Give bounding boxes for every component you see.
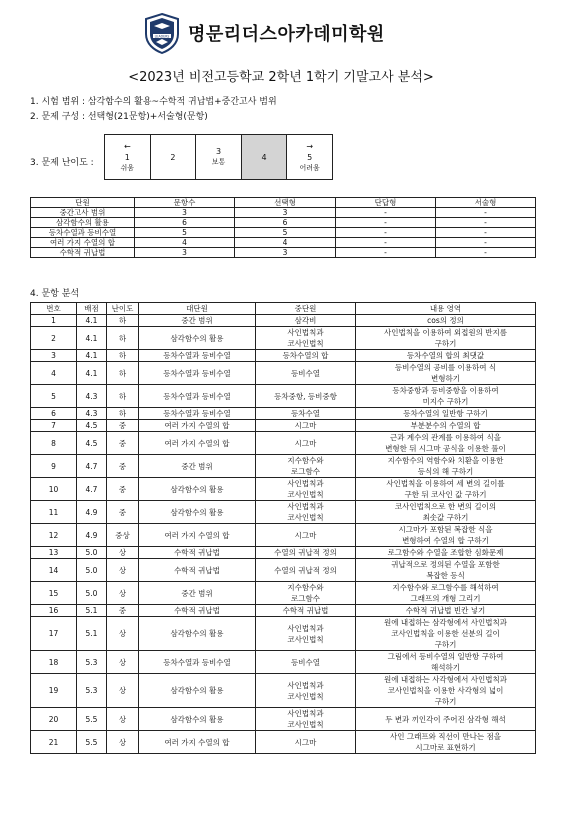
difficulty-level-2 <box>150 135 196 180</box>
summary-cell: 5 <box>135 228 235 238</box>
detail-cell-score: 5.3 <box>77 674 107 708</box>
summary-cell: 4 <box>235 238 336 248</box>
detail-cell-no: 8 <box>31 432 77 455</box>
page-title: <2023년 비전고등학교 2학년 1학기 기말고사 분석> <box>128 70 434 85</box>
summary-cell: - <box>336 218 436 228</box>
detail-cell-no: 4 <box>31 362 77 385</box>
detail-cell-no: 5 <box>31 385 77 408</box>
table-row <box>31 501 536 524</box>
detail-cell-score: 5.1 <box>77 605 107 617</box>
detail-cell-score: 5.0 <box>77 559 107 582</box>
detail-header-cell: 번호 <box>31 303 77 315</box>
detail-cell-score: 4.7 <box>77 455 107 478</box>
detail-cell-middle: 사인법칙과 코사인법칙 <box>256 674 356 708</box>
detail-header-cell: 중단원 <box>256 303 356 315</box>
detail-cell-no: 19 <box>31 674 77 708</box>
detail-cell-major: 중간 범위 <box>139 582 256 605</box>
detail-cell-content: 시그마가 포함된 복잡한 식을 변형하여 수열의 합 구하기 <box>356 524 536 547</box>
detail-cell-level: 상 <box>107 651 139 674</box>
detail-cell-score: 5.0 <box>77 547 107 559</box>
summary-header-cell: 선택형 <box>235 198 336 208</box>
detail-cell-level: 중 <box>107 605 139 617</box>
detail-cell-no: 6 <box>31 408 77 420</box>
table-row <box>31 582 536 605</box>
detail-cell-score: 5.0 <box>77 582 107 605</box>
detail-cell-content: 두 변과 끼인각이 주어진 삼각형 해석 <box>356 708 536 731</box>
summary-cell: - <box>436 218 536 228</box>
detail-cell-middle: 시그마 <box>256 432 356 455</box>
detail-cell-major: 삼각함수의 활용 <box>139 708 256 731</box>
summary-cell: - <box>336 238 436 248</box>
detail-cell-level: 중상 <box>107 524 139 547</box>
detail-cell-content: 원에 내접하는 삼각형에서 사인법칙과 코사인법칙을 이용한 선분의 길이 구하기 <box>356 617 536 651</box>
table-row <box>31 408 536 420</box>
detail-cell-content: 로그함수와 수열을 조합한 심화문제 <box>356 547 536 559</box>
detail-cell-score: 4.1 <box>77 315 107 327</box>
table-row <box>31 617 536 651</box>
table-row <box>31 674 536 708</box>
table-row <box>31 218 536 228</box>
detail-cell-score: 5.1 <box>77 617 107 651</box>
detail-cell-no: 21 <box>31 731 77 754</box>
detail-cell-content: 근과 계수의 관계를 이용하여 식을 변형한 뒤 시그마 공식을 이용한 풀이 <box>356 432 536 455</box>
detail-cell-level: 하 <box>107 327 139 350</box>
detail-cell-middle: 등차수열의 합 <box>256 350 356 362</box>
detail-cell-content: 수학적 귀납법 빈칸 넣기 <box>356 605 536 617</box>
detail-cell-score: 5.3 <box>77 651 107 674</box>
question-analysis-table <box>30 302 536 754</box>
detail-cell-content: 등비수열의 공비를 이용하여 식 변형하기 <box>356 362 536 385</box>
detail-cell-score: 4.5 <box>77 432 107 455</box>
detail-cell-content: 등차중항과 등비중항을 이용하여 미지수 구하기 <box>356 385 536 408</box>
detail-cell-level: 하 <box>107 350 139 362</box>
detail-cell-level: 상 <box>107 559 139 582</box>
detail-cell-level: 중 <box>107 478 139 501</box>
detail-cell-level: 중 <box>107 432 139 455</box>
detail-cell-major: 삼각함수의 활용 <box>139 674 256 708</box>
detail-cell-level: 상 <box>107 674 139 708</box>
detail-cell-middle: 사인법칙과 코사인법칙 <box>256 327 356 350</box>
detail-cell-major: 등차수열과 등비수열 <box>139 385 256 408</box>
detail-cell-level: 중 <box>107 420 139 432</box>
difficulty-level-1 <box>105 135 151 180</box>
detail-cell-content: cos의 정의 <box>356 315 536 327</box>
detail-cell-middle: 시그마 <box>256 731 356 754</box>
summary-header-cell: 단답형 <box>336 198 436 208</box>
unit-summary-table <box>30 197 536 258</box>
detail-cell-middle: 시그마 <box>256 420 356 432</box>
exam-scope: 1. 시험 범위 : 삼각함수의 활용~수학적 귀납법+중간고사 범위 <box>30 97 277 107</box>
header <box>0 8 562 56</box>
detail-cell-major: 등차수열과 등비수열 <box>139 651 256 674</box>
detail-cell-major: 삼각함수의 활용 <box>139 617 256 651</box>
detail-cell-major: 중간 범위 <box>139 315 256 327</box>
detail-cell-score: 4.3 <box>77 385 107 408</box>
summary-cell: - <box>436 228 536 238</box>
difficulty-number: 1 <box>124 152 130 162</box>
summary-header-cell: 단원 <box>31 198 135 208</box>
detail-cell-level: 상 <box>107 547 139 559</box>
detail-cell-major: 삼각함수의 활용 <box>139 501 256 524</box>
detail-cell-content: 등차수열의 합의 최댓값 <box>356 350 536 362</box>
detail-cell-level: 하 <box>107 315 139 327</box>
detail-cell-no: 13 <box>31 547 77 559</box>
detail-cell-middle: 지수함수와 로그함수 <box>256 455 356 478</box>
table-row <box>31 559 536 582</box>
table-row <box>31 420 536 432</box>
summary-cell: 여러 가지 수열의 합 <box>31 238 135 248</box>
difficulty-level-4 <box>241 135 287 180</box>
question-composition: 2. 문제 구성 : 선택형(21문항)+서술형(문항) <box>30 112 208 122</box>
difficulty-level-label: 쉬움 <box>120 163 135 172</box>
detail-cell-major: 삼각함수의 활용 <box>139 327 256 350</box>
summary-cell: 삼각함수의 활용 <box>31 218 135 228</box>
table-row <box>31 315 536 327</box>
detail-cell-major: 등차수열과 등비수열 <box>139 362 256 385</box>
detail-cell-middle: 사인법칙과 코사인법칙 <box>256 617 356 651</box>
detail-cell-no: 3 <box>31 350 77 362</box>
summary-cell: - <box>336 248 436 258</box>
detail-cell-content: 귀납적으로 정의된 수열을 포함한 복잡한 등식 <box>356 559 536 582</box>
detail-header-cell: 대단원 <box>139 303 256 315</box>
detail-cell-level: 하 <box>107 408 139 420</box>
summary-cell: 5 <box>235 228 336 238</box>
detail-cell-content: 사인법칙을 이용하여 세 변의 길이를 구한 뒤 코사인 값 구하기 <box>356 478 536 501</box>
detail-cell-score: 4.1 <box>77 350 107 362</box>
detail-cell-middle: 수학적 귀납법 <box>256 605 356 617</box>
detail-cell-major: 여러 가지 수열의 합 <box>139 731 256 754</box>
detail-cell-middle: 삼각비 <box>256 315 356 327</box>
detail-cell-no: 10 <box>31 478 77 501</box>
difficulty-number: 3 <box>215 147 222 156</box>
detail-cell-middle: 등차중항, 등비중항 <box>256 385 356 408</box>
academy-name: 명문리더스아카데미학원 <box>188 24 385 45</box>
detail-cell-level: 상 <box>107 708 139 731</box>
difficulty-number: 5 <box>307 152 313 162</box>
summary-cell: 6 <box>235 218 336 228</box>
table-row <box>31 238 536 248</box>
detail-cell-no: 11 <box>31 501 77 524</box>
detail-cell-level: 상 <box>107 617 139 651</box>
detail-cell-no: 7 <box>31 420 77 432</box>
difficulty-scale <box>104 134 333 180</box>
academy-logo-icon <box>142 12 182 54</box>
difficulty-label: 3. 문제 난이도 : <box>30 158 94 168</box>
detail-cell-middle: 등차수열 <box>256 408 356 420</box>
summary-cell: 수학적 귀납법 <box>31 248 135 258</box>
section-question-analysis: 4. 문항 분석 <box>30 289 80 299</box>
detail-cell-no: 14 <box>31 559 77 582</box>
table-row <box>31 731 536 754</box>
detail-cell-major: 여러 가지 수열의 합 <box>139 524 256 547</box>
detail-cell-middle: 사인법칙과 코사인법칙 <box>256 708 356 731</box>
summary-cell: 3 <box>135 208 235 218</box>
summary-cell: 6 <box>135 218 235 228</box>
table-row <box>31 708 536 731</box>
detail-cell-middle: 등비수열 <box>256 362 356 385</box>
difficulty-number: 4 <box>261 152 267 162</box>
detail-cell-score: 5.5 <box>77 731 107 754</box>
detail-cell-major: 중간 범위 <box>139 455 256 478</box>
summary-header-cell: 서술형 <box>436 198 536 208</box>
summary-cell: 등차수열과 등비수열 <box>31 228 135 238</box>
detail-cell-content: 원에 내접하는 사각형에서 사인법칙과 코사인법칙을 이용한 사각형의 넓이 구하기 <box>356 674 536 708</box>
detail-cell-middle: 사인법칙과 코사인법칙 <box>256 478 356 501</box>
detail-cell-no: 18 <box>31 651 77 674</box>
table-row <box>31 350 536 362</box>
table-row <box>31 478 536 501</box>
table-row <box>31 524 536 547</box>
detail-cell-content: 부분분수의 수열의 합 <box>356 420 536 432</box>
summary-cell: - <box>436 248 536 258</box>
table-row <box>31 455 536 478</box>
detail-cell-middle: 지수함수와 로그함수 <box>256 582 356 605</box>
detail-cell-content: 등차수열의 일반항 구하기 <box>356 408 536 420</box>
detail-cell-major: 수학적 귀납법 <box>139 605 256 617</box>
table-row <box>31 605 536 617</box>
detail-cell-level: 상 <box>107 731 139 754</box>
detail-cell-middle: 시그마 <box>256 524 356 547</box>
summary-cell: 3 <box>235 208 336 218</box>
detail-cell-no: 1 <box>31 315 77 327</box>
detail-cell-content: 코사인법칙으로 한 변의 길이의 최솟값 구하기 <box>356 501 536 524</box>
detail-cell-score: 4.9 <box>77 524 107 547</box>
summary-cell: - <box>336 228 436 238</box>
detail-cell-score: 4.3 <box>77 408 107 420</box>
difficulty-arrow: → <box>306 141 314 151</box>
table-row <box>31 228 536 238</box>
detail-cell-no: 2 <box>31 327 77 350</box>
detail-cell-score: 4.1 <box>77 327 107 350</box>
difficulty-number: 2 <box>170 152 176 162</box>
table-row <box>31 432 536 455</box>
detail-cell-score: 4.1 <box>77 362 107 385</box>
difficulty-arrow: ← <box>123 141 131 151</box>
detail-cell-score: 4.7 <box>77 478 107 501</box>
detail-cell-major: 수학적 귀납법 <box>139 559 256 582</box>
detail-cell-content: 지수함수와 로그함수를 해석하여 그래프의 개형 그리기 <box>356 582 536 605</box>
logo-text: LEADERS <box>154 34 170 39</box>
detail-cell-major: 수학적 귀납법 <box>139 547 256 559</box>
summary-cell: 3 <box>235 248 336 258</box>
summary-cell: 4 <box>135 238 235 248</box>
detail-cell-content: 사인 그래프와 직선이 만나는 점을 시그마로 표현하기 <box>356 731 536 754</box>
difficulty-level-label: 보통 <box>211 158 226 166</box>
table-row <box>31 327 536 350</box>
detail-cell-no: 17 <box>31 617 77 651</box>
detail-cell-score: 4.5 <box>77 420 107 432</box>
detail-cell-major: 여러 가지 수열의 합 <box>139 432 256 455</box>
detail-cell-no: 9 <box>31 455 77 478</box>
detail-cell-score: 5.5 <box>77 708 107 731</box>
detail-cell-score: 4.9 <box>77 501 107 524</box>
detail-cell-major: 삼각함수의 활용 <box>139 478 256 501</box>
summary-cell: 3 <box>135 248 235 258</box>
summary-header-cell: 문항수 <box>135 198 235 208</box>
summary-cell: - <box>436 208 536 218</box>
detail-cell-level: 상 <box>107 582 139 605</box>
detail-cell-no: 12 <box>31 524 77 547</box>
detail-cell-middle: 사인법칙과 코사인법칙 <box>256 501 356 524</box>
table-row <box>31 385 536 408</box>
difficulty-level-label: 어려움 <box>299 163 320 172</box>
detail-cell-level: 중 <box>107 501 139 524</box>
table-row <box>31 362 536 385</box>
detail-cell-no: 15 <box>31 582 77 605</box>
detail-cell-major: 여러 가지 수열의 합 <box>139 420 256 432</box>
difficulty-level-3 <box>196 135 242 180</box>
detail-cell-middle: 등비수열 <box>256 651 356 674</box>
table-row <box>31 651 536 674</box>
detail-header-cell: 내용 영역 <box>356 303 536 315</box>
difficulty-level-5 <box>287 135 333 180</box>
detail-cell-level: 하 <box>107 385 139 408</box>
detail-cell-content: 사인법칙을 이용하여 외접원의 반지름 구하기 <box>356 327 536 350</box>
detail-cell-content: 그림에서 등비수열의 일반항 구하여 해석하기 <box>356 651 536 674</box>
detail-cell-middle: 수열의 귀납적 정의 <box>256 547 356 559</box>
detail-cell-no: 20 <box>31 708 77 731</box>
summary-cell: - <box>336 208 436 218</box>
detail-header-cell: 난이도 <box>107 303 139 315</box>
detail-cell-middle: 수열의 귀납적 정의 <box>256 559 356 582</box>
summary-cell: 중간고사 범위 <box>31 208 135 218</box>
detail-cell-level: 하 <box>107 362 139 385</box>
detail-cell-major: 등차수열과 등비수열 <box>139 350 256 362</box>
detail-cell-level: 중 <box>107 455 139 478</box>
table-row <box>31 248 536 258</box>
summary-cell: - <box>436 238 536 248</box>
detail-header-cell: 배점 <box>77 303 107 315</box>
table-row <box>31 208 536 218</box>
detail-cell-no: 16 <box>31 605 77 617</box>
detail-cell-major: 등차수열과 등비수열 <box>139 408 256 420</box>
detail-cell-content: 지수함수의 역함수와 치환을 이용한 등식의 해 구하기 <box>356 455 536 478</box>
table-row <box>31 547 536 559</box>
